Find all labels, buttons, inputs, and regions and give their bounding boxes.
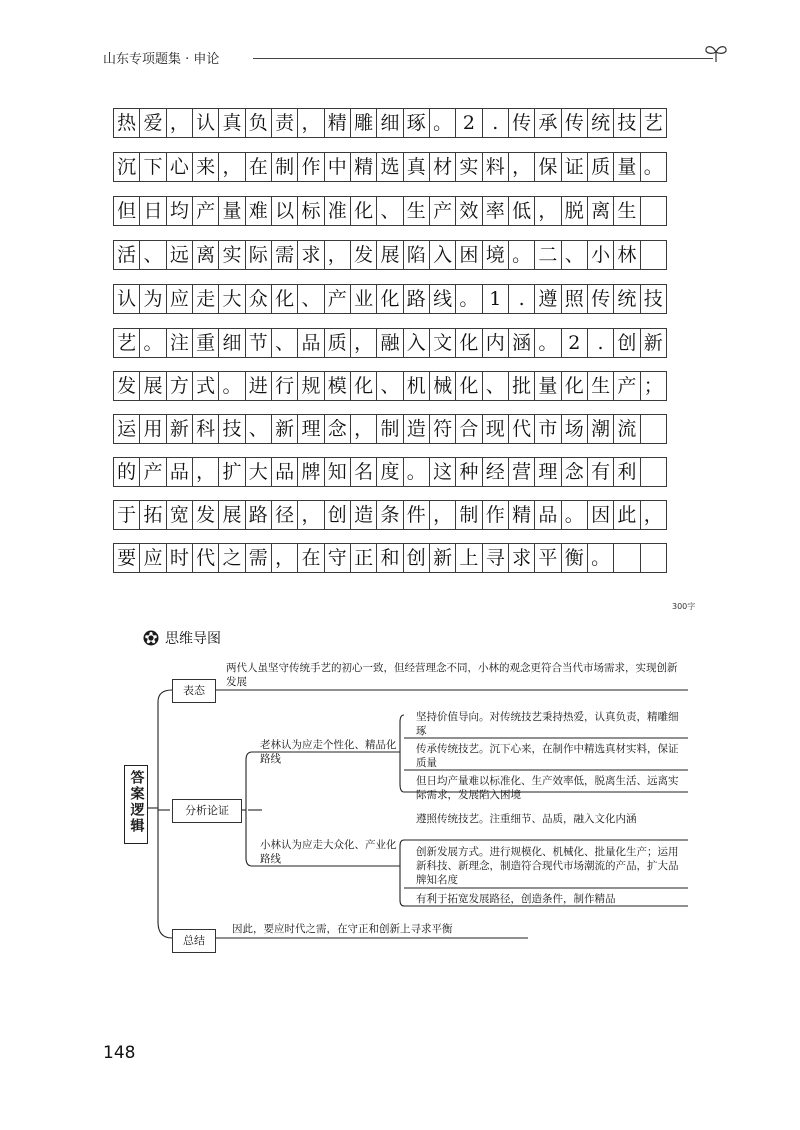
summary-text: 因此，要应时代之需，在守正和创新上寻求平衡	[232, 923, 453, 935]
analysis-label: 分析论证	[185, 804, 229, 817]
section-title-text: 思维导图	[165, 631, 221, 647]
grid-cell: 械	[429, 371, 456, 401]
grid-cell: 运	[113, 414, 140, 444]
grid-cell: ，	[350, 414, 377, 444]
grid-cell: 真	[403, 152, 430, 182]
grid-cell: 品	[534, 500, 561, 530]
grid-cell: 产	[429, 196, 456, 226]
grid-cell: 生	[587, 371, 614, 401]
grid-cell: 内	[482, 328, 509, 358]
stance-label: 表态	[183, 684, 205, 697]
grid-cell: 统	[587, 108, 614, 138]
grid-cell: 科	[192, 414, 219, 444]
grid-cell: 认	[113, 284, 140, 314]
grid-cell: 陷	[403, 240, 430, 270]
root-label: 答案逻辑	[128, 770, 145, 834]
young-lin-point: 创新发展方式。进行规模化、机械化、批量化生产；运用新科技、新理念，制造符合现代市场潮流的产品，扩大品牌知名度	[416, 846, 679, 886]
grid-cell: 知	[324, 457, 351, 487]
grid-cell: 创	[324, 500, 351, 530]
page-number: 148	[103, 1043, 136, 1063]
grid-cell: 用	[139, 414, 166, 444]
grid-cell: 念	[561, 457, 588, 487]
grid-cell: 现	[482, 414, 509, 444]
grid-cell: 展	[376, 240, 403, 270]
grid-cell: 制	[271, 152, 298, 182]
grid-cell: 有	[587, 457, 614, 487]
grid-cell: 化	[455, 328, 482, 358]
grid-cell: 机	[403, 371, 430, 401]
grid-cell: 化	[455, 371, 482, 401]
grid-cell: ，	[166, 108, 193, 138]
grid-cell: .	[587, 328, 614, 358]
grid-cell: 求	[508, 543, 535, 573]
grid-cell: 代	[508, 414, 535, 444]
grid-cell: 念	[324, 414, 351, 444]
grid-cell: 进	[245, 371, 272, 401]
grid-cell: 脱	[561, 196, 588, 226]
grid-cell: 这	[429, 457, 456, 487]
grid-cell: 保	[534, 152, 561, 182]
grid-cell: ，	[640, 500, 667, 530]
grid-cell: 准	[324, 196, 351, 226]
grid-cell: 宽	[166, 500, 193, 530]
grid-cell: 1	[482, 284, 509, 314]
summary-label: 总结	[183, 934, 205, 947]
grid-cell: 料	[482, 152, 509, 182]
grid-cell: 际	[245, 240, 272, 270]
grid-cell: 的	[113, 457, 140, 487]
grid-cell: 。	[455, 284, 482, 314]
grid-cell: 寻	[482, 543, 509, 573]
grid-cell: 文	[429, 328, 456, 358]
grid-cell: 径	[271, 500, 298, 530]
grid-cell: 热	[113, 108, 140, 138]
young-lin-point: 遵照传统技艺。注重细节、品质，融入文化内涵	[416, 813, 637, 825]
grid-cell: 路	[245, 500, 272, 530]
grid-cell: 经	[482, 457, 509, 487]
grid-cell: 上	[455, 543, 482, 573]
grid-cell: 照	[561, 284, 588, 314]
grid-cell: 。	[561, 500, 588, 530]
grid-cell: 日	[139, 196, 166, 226]
header-title: 山东专项题集 · 申论	[103, 52, 220, 67]
grid-cell: 品	[271, 457, 298, 487]
grid-cell: 场	[561, 414, 588, 444]
grid-cell: 林	[613, 240, 640, 270]
grid-cell: 低	[508, 196, 535, 226]
grid-cell: 。	[587, 543, 614, 573]
grid-cell: 量	[218, 196, 245, 226]
grid-cell: 传	[561, 108, 588, 138]
old-lin-point: 传承传统技艺。沉下心来，在制作中精选真材实料，保证质量	[416, 743, 679, 769]
grid-cell: 应	[166, 284, 193, 314]
grid-cell: 业	[350, 284, 377, 314]
grid-cell: 技	[640, 284, 667, 314]
word-count: 300字	[672, 602, 696, 611]
grid-cell: 创	[403, 543, 430, 573]
grid-cell: 件	[403, 500, 430, 530]
old-lin-view: 老林认为应走个性化、精品化路线	[260, 739, 397, 765]
grid-cell: 产	[192, 196, 219, 226]
grid-cell: 涵	[508, 328, 535, 358]
grid-cell: 创	[613, 328, 640, 358]
grid-cell: 遵	[534, 284, 561, 314]
grid-cell: 路	[403, 284, 430, 314]
grid-cell: 。	[218, 371, 245, 401]
grid-cell: 活	[113, 240, 140, 270]
grid-cell: ，	[271, 543, 298, 573]
grid-cell: 代	[192, 543, 219, 573]
grid-cell: 化	[561, 371, 588, 401]
grid-cell: 真	[218, 108, 245, 138]
grid-cell: 难	[245, 196, 272, 226]
grid-cell: ，	[297, 500, 324, 530]
grid-cell: 平	[534, 543, 561, 573]
grid-cell: 发	[350, 240, 377, 270]
grid-cell: 、	[245, 414, 272, 444]
grid-cell: 展	[139, 371, 166, 401]
young-lin-view: 小林认为应走大众化、产业化路线	[260, 839, 397, 865]
grid-cell: 实	[218, 240, 245, 270]
grid-cell: 化	[271, 284, 298, 314]
grid-cell: 拓	[139, 500, 166, 530]
grid-cell: 因	[587, 500, 614, 530]
grid-cell: 精	[324, 108, 351, 138]
grid-cell: 牌	[297, 457, 324, 487]
grid-cell: 扩	[218, 457, 245, 487]
grid-cell: 效	[455, 196, 482, 226]
grid-cell: 、	[561, 240, 588, 270]
grid-cell: 、	[297, 284, 324, 314]
grid-cell: 化	[350, 196, 377, 226]
grid-cell: 造	[350, 500, 377, 530]
grid-cell: 众	[245, 284, 272, 314]
grid-cell: 质	[587, 152, 614, 182]
grid-cell: 度	[376, 457, 403, 487]
grid-cell: 要	[113, 543, 140, 573]
grid-cell: 理	[297, 414, 324, 444]
grid-cell: 统	[613, 284, 640, 314]
old-lin-point: 但日均产量难以标准化、生产效率低，脱离生活、远离实际需求，发展陷入困境	[416, 775, 679, 801]
grid-cell: 。	[429, 108, 456, 138]
grid-cell: 行	[271, 371, 298, 401]
old-lin-point: 坚持价值导向。对传统技艺秉持热爱，认真负责，精雕细琢	[416, 711, 679, 737]
grid-cell: 化	[376, 284, 403, 314]
grid-cell: 小	[587, 240, 614, 270]
grid-cell: ，	[508, 152, 535, 182]
analysis-node	[172, 799, 242, 823]
grid-cell: 传	[508, 108, 535, 138]
grid-cell: 为	[139, 284, 166, 314]
grid-cell: 潮	[587, 414, 614, 444]
grid-cell: 困	[455, 240, 482, 270]
stance-text: 两代人虽坚守传统手艺的初心一致，但经营理念不同，小林的观念更符合当代市场需求，实现创新发展	[226, 662, 678, 688]
grid-cell: 新	[429, 543, 456, 573]
grid-cell: 。	[508, 240, 535, 270]
grid-cell: 量	[613, 152, 640, 182]
grid-cell: 品	[297, 328, 324, 358]
grid-cell: .	[508, 284, 535, 314]
grid-cell: .	[482, 108, 509, 138]
grid-cell: 正	[350, 543, 377, 573]
grid-cell: 此	[613, 500, 640, 530]
grid-cell: 负	[245, 108, 272, 138]
grid-cell: 。	[139, 328, 166, 358]
grid-cell: 式	[192, 371, 219, 401]
grid-cell: 制	[455, 500, 482, 530]
grid-cell: 远	[166, 240, 193, 270]
grid-cell: ，	[297, 108, 324, 138]
grid-cell: 合	[455, 414, 482, 444]
grid-cell: 实	[455, 152, 482, 182]
grid-cell: 化	[350, 371, 377, 401]
grid-cell: 重	[192, 328, 219, 358]
grid-cell: 但	[113, 196, 140, 226]
grid-cell: 认	[192, 108, 219, 138]
grid-cell: 走	[192, 284, 219, 314]
grid-cell: 大	[218, 284, 245, 314]
grid-cell: 承	[534, 108, 561, 138]
grid-cell: 中	[324, 152, 351, 182]
grid-cell: 离	[587, 196, 614, 226]
grid-cell: 下	[139, 152, 166, 182]
grid-cell: 、	[376, 371, 403, 401]
grid-cell: 爱	[139, 108, 166, 138]
grid-cell: 技	[218, 414, 245, 444]
grid-cell: 之	[218, 543, 245, 573]
grid-cell: ，	[534, 196, 561, 226]
grid-cell: 、	[376, 196, 403, 226]
grid-cell: 守	[324, 543, 351, 573]
grid-cell: 传	[587, 284, 614, 314]
grid-cell: 展	[218, 500, 245, 530]
grid-cell: 大	[245, 457, 272, 487]
grid-cell: ；	[640, 371, 667, 401]
grid-cell: 种	[455, 457, 482, 487]
summary-node	[172, 929, 216, 953]
grid-cell: 作	[482, 500, 509, 530]
answer-logic-root	[124, 765, 148, 844]
grid-cell: 时	[166, 543, 193, 573]
grid-cell: 发	[192, 500, 219, 530]
grid-cell: 线	[429, 284, 456, 314]
grid-cell: 注	[166, 328, 193, 358]
grid-cell: 产	[613, 371, 640, 401]
grid-cell: 心	[166, 152, 193, 182]
grid-cell: 细	[218, 328, 245, 358]
grid-cell: 艺	[113, 328, 140, 358]
grid-cell: ，	[429, 500, 456, 530]
grid-cell: ，	[192, 457, 219, 487]
grid-cell: 。	[403, 457, 430, 487]
grid-cell: 发	[113, 371, 140, 401]
grid-cell: 琢	[403, 108, 430, 138]
grid-cell: 衡	[561, 543, 588, 573]
grid-cell: 材	[429, 152, 456, 182]
grid-cell: 理	[534, 457, 561, 487]
grid-cell: 批	[508, 371, 535, 401]
grid-cell: 。	[534, 328, 561, 358]
grid-cell: 规	[297, 371, 324, 401]
young-lin-point: 有利于拓宽发展路径，创造条件，制作精品	[416, 893, 616, 905]
grid-cell: 均	[166, 196, 193, 226]
grid-cell: 雕	[350, 108, 377, 138]
grid-cell: 在	[245, 152, 272, 182]
grid-cell: 标	[297, 196, 324, 226]
grid-cell: 来	[192, 152, 219, 182]
grid-cell: 以	[271, 196, 298, 226]
grid-cell: 产	[139, 457, 166, 487]
grid-cell: 节	[245, 328, 272, 358]
grid-cell: 、	[482, 371, 509, 401]
grid-cell: 细	[376, 108, 403, 138]
grid-cell: 新	[166, 414, 193, 444]
grid-cell: ，	[324, 240, 351, 270]
grid-cell: 2	[561, 328, 588, 358]
grid-cell: 营	[508, 457, 535, 487]
grid-cell: 方	[166, 371, 193, 401]
grid-cell: ，	[350, 328, 377, 358]
grid-cell: 、	[139, 240, 166, 270]
grid-cell: 求	[297, 240, 324, 270]
grid-cell: 率	[482, 196, 509, 226]
grid-cell: 、	[271, 328, 298, 358]
grid-cell: 需	[271, 240, 298, 270]
grid-cell: 模	[324, 371, 351, 401]
grid-cell: 利	[613, 457, 640, 487]
grid-cell: 品	[166, 457, 193, 487]
grid-cell: 境	[482, 240, 509, 270]
grid-cell: 新	[271, 414, 298, 444]
grid-cell: 和	[376, 543, 403, 573]
grid-cell: 制	[376, 414, 403, 444]
grid-cell: 沉	[113, 152, 140, 182]
grid-cell: 。	[640, 152, 667, 182]
grid-cell: 选	[376, 152, 403, 182]
grid-cell: 2	[455, 108, 482, 138]
grid-cell: 入	[429, 240, 456, 270]
grid-cell: 新	[640, 328, 667, 358]
grid-cell: 责	[271, 108, 298, 138]
grid-cell: 流	[613, 414, 640, 444]
grid-cell: 生	[403, 196, 430, 226]
grid-cell: 艺	[640, 108, 667, 138]
grid-cell: 生	[613, 196, 640, 226]
grid-cell: 技	[613, 108, 640, 138]
grid-cell: 量	[534, 371, 561, 401]
grid-cell: 应	[139, 543, 166, 573]
grid-cell: 造	[403, 414, 430, 444]
grid-cell: 证	[561, 152, 588, 182]
grid-cell: 条	[376, 500, 403, 530]
stance-node	[172, 679, 216, 703]
grid-cell: 融	[376, 328, 403, 358]
grid-cell: 作	[297, 152, 324, 182]
grid-cell: 产	[324, 284, 351, 314]
grid-cell: 精	[350, 152, 377, 182]
grid-cell: ，	[218, 152, 245, 182]
grid-cell: 二	[534, 240, 561, 270]
grid-cell: 于	[113, 500, 140, 530]
grid-cell: 精	[508, 500, 535, 530]
grid-cell: 名	[350, 457, 377, 487]
grid-cell: 需	[245, 543, 272, 573]
grid-cell: 市	[534, 414, 561, 444]
grid-cell: 入	[403, 328, 430, 358]
grid-cell: 在	[297, 543, 324, 573]
grid-cell: 离	[192, 240, 219, 270]
grid-cell: 质	[324, 328, 351, 358]
grid-cell: 符	[429, 414, 456, 444]
